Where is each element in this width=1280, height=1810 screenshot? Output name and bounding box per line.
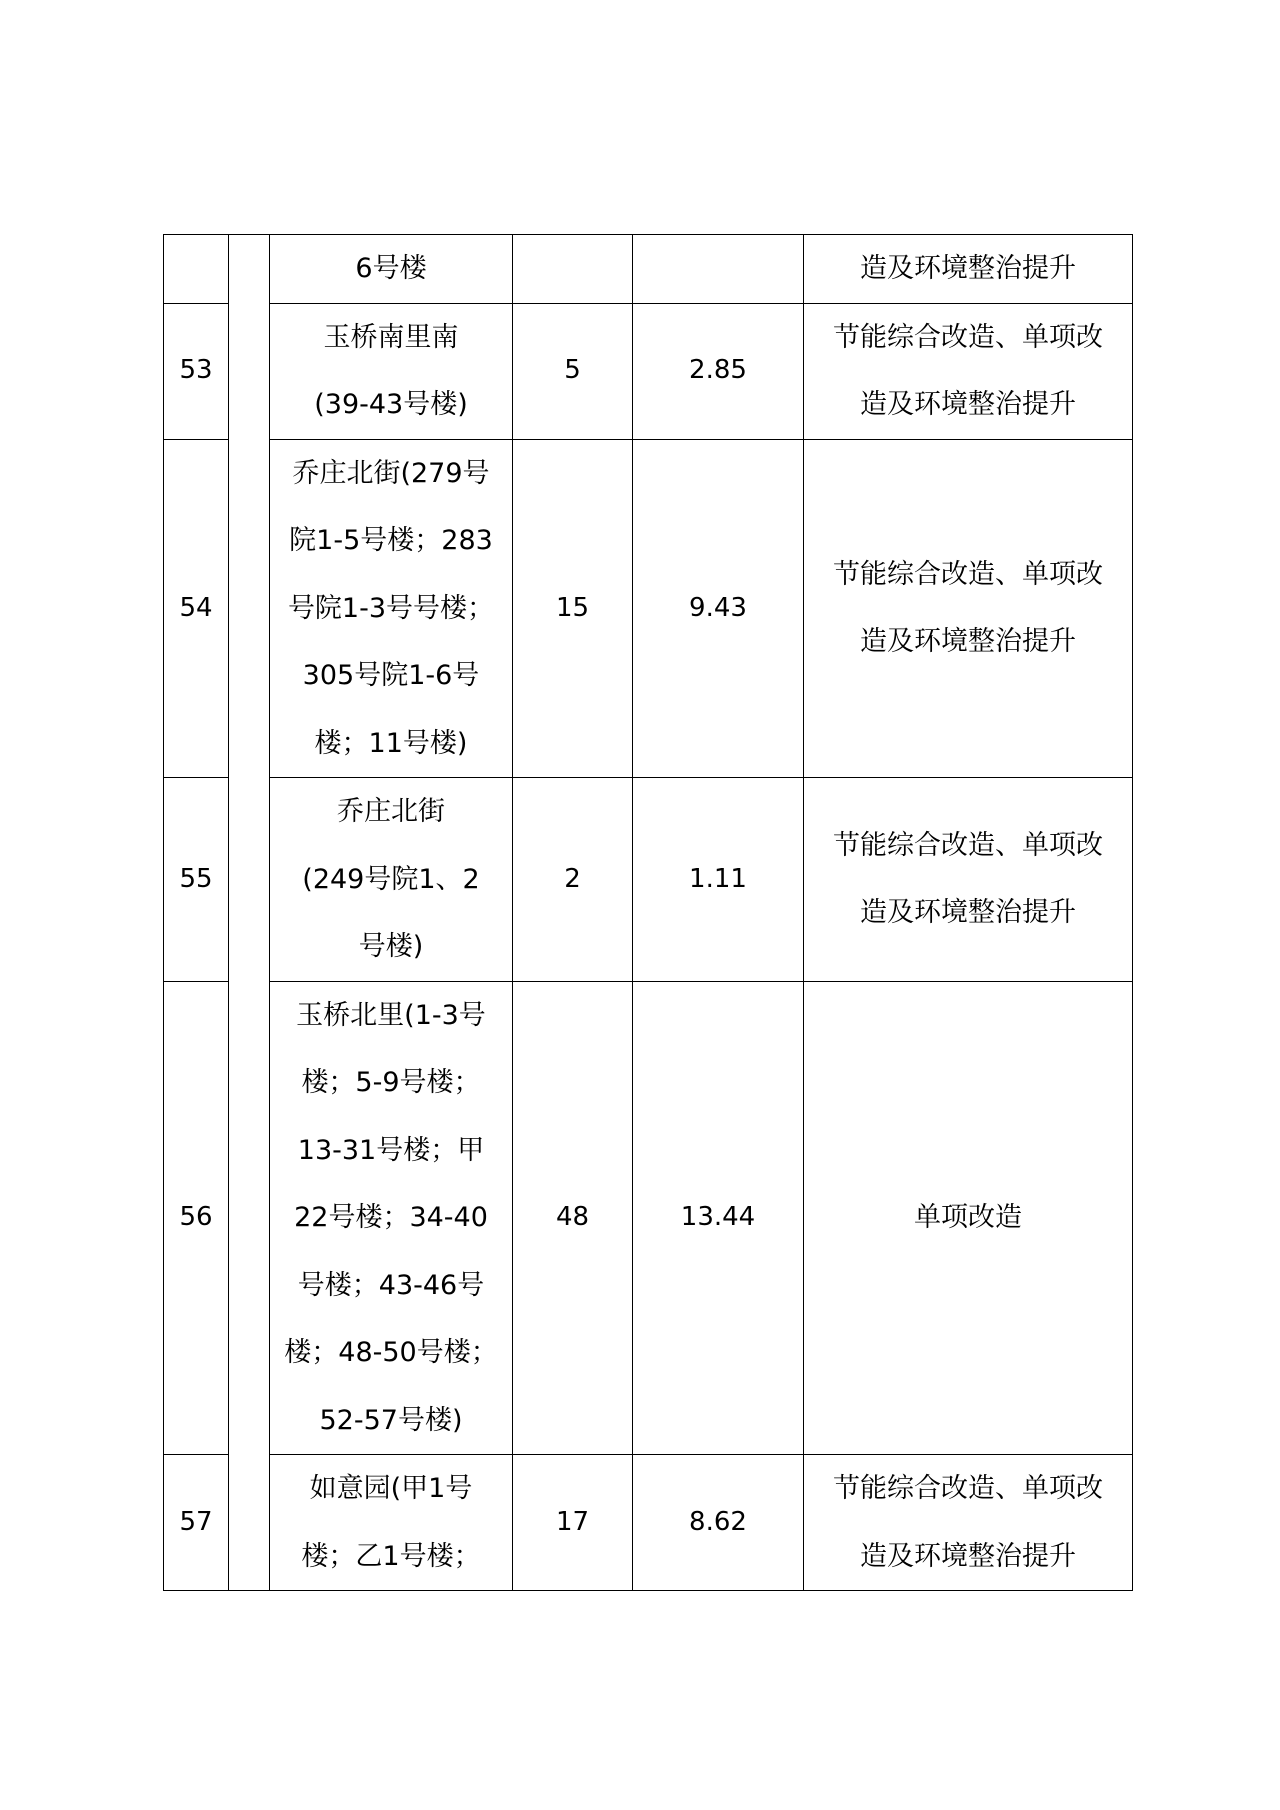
renovation-content [804, 235, 1133, 304]
renovation-content [804, 981, 1133, 1455]
area-value: 13.44 [633, 981, 804, 1455]
group-cell [229, 235, 270, 1591]
building-count: 17 [513, 1455, 633, 1591]
name-line: 玉桥南里南 [323, 321, 459, 353]
building-count: 15 [513, 439, 633, 778]
name-line: 号楼) [358, 931, 424, 962]
name-line: 13-31号楼；甲 [297, 1134, 485, 1166]
content-line: 造及环境整治提升 [860, 253, 1076, 284]
table-row [164, 981, 1133, 1455]
content-line: 造及环境整治提升 [860, 897, 1076, 929]
row-index: 56 [164, 981, 229, 1455]
area-value: 1.11 [633, 778, 804, 982]
content-line: 造及环境整治提升 [860, 389, 1076, 420]
table-row [164, 439, 1133, 778]
content-line: 节能综合改造、单项改 [833, 1473, 1103, 1504]
row-index [164, 235, 229, 304]
community-name [270, 1455, 513, 1591]
content-line: 节能综合改造、单项改 [833, 558, 1103, 590]
area-value: 2.85 [633, 303, 804, 439]
community-name [270, 303, 513, 439]
community-name [270, 778, 513, 982]
name-line: 号楼；43-46号 [297, 1269, 485, 1301]
row-index: 53 [164, 303, 229, 439]
name-line: 楼；乙1号楼； [301, 1540, 481, 1572]
content-line: 节能综合改造、单项改 [833, 321, 1103, 353]
renovation-content [804, 439, 1133, 778]
content-line: 单项改造 [914, 1202, 1022, 1233]
content-line: 造及环境整治提升 [860, 626, 1076, 658]
name-line: 楼；5-9号楼； [301, 1067, 481, 1098]
table-row [164, 303, 1133, 439]
name-line: 玉桥北里(1-3号 [296, 999, 486, 1031]
area-value: 9.43 [633, 439, 804, 778]
table-row [164, 235, 1133, 304]
name-line: (249号院1、2 [302, 863, 480, 895]
building-count: 5 [513, 303, 633, 439]
area-value: 8.62 [633, 1455, 804, 1591]
renovation-content [804, 778, 1133, 982]
table-row [164, 1455, 1133, 1591]
area-value [633, 235, 804, 304]
building-count [513, 235, 633, 304]
name-line: 乔庄北街(279号 [292, 457, 490, 489]
name-line: 22号楼；34-40 [294, 1202, 488, 1233]
content-line: 造及环境整治提升 [860, 1540, 1076, 1572]
name-line: 如意园(甲1号 [309, 1473, 473, 1504]
name-line: 乔庄北街 [337, 796, 445, 827]
community-name [270, 235, 513, 304]
name-line: 52-57号楼) [319, 1404, 463, 1436]
row-index: 55 [164, 778, 229, 982]
name-line: (39-43号楼) [314, 389, 468, 420]
name-line: 号院1-3号号楼； [287, 592, 495, 624]
building-count: 48 [513, 981, 633, 1455]
table-row [164, 778, 1133, 982]
project-table [163, 234, 1133, 1591]
renovation-content [804, 1455, 1133, 1591]
content-line: 节能综合改造、单项改 [833, 829, 1103, 861]
name-line: 6号楼 [355, 253, 427, 284]
community-name [270, 439, 513, 778]
row-index: 54 [164, 439, 229, 778]
renovation-content [804, 303, 1133, 439]
name-line: 院1-5号楼；283 [289, 525, 493, 556]
row-index: 57 [164, 1455, 229, 1591]
name-line: 305号院1-6号 [302, 660, 480, 691]
building-count: 2 [513, 778, 633, 982]
community-name [270, 981, 513, 1455]
name-line: 楼；11号楼) [314, 727, 468, 759]
name-line: 楼；48-50号楼； [284, 1337, 498, 1368]
